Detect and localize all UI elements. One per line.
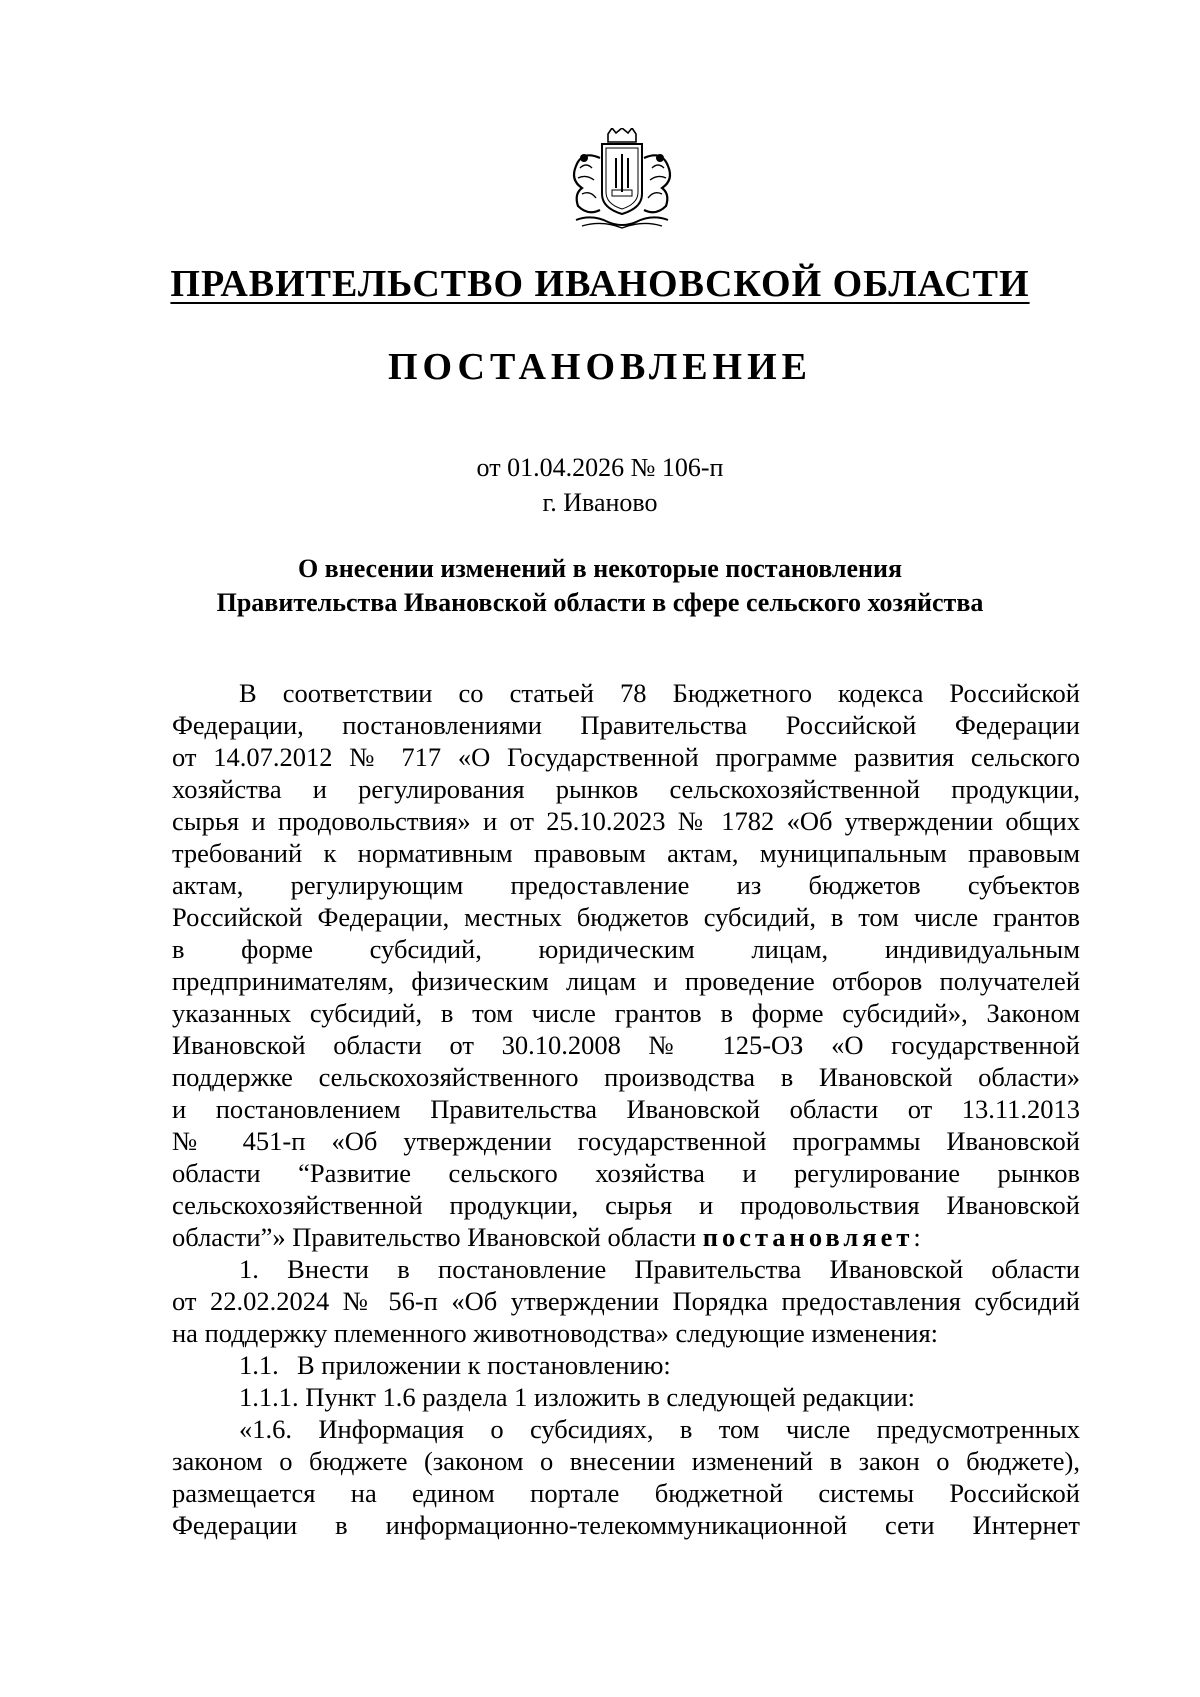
item-1-line: от 22.02.2024 № 56-п «Об утверждении Порядка предоставления субсидий [172, 1286, 1080, 1316]
body-line: Российской Федерации, местных бюджетов субсидий, в том числе грантов [172, 902, 1080, 932]
body-line-resolves [172, 1221, 1080, 1253]
body-line: поддержке сельскохозяйственного производства в Ивановской области» [172, 1062, 1080, 1092]
quote-line: размещается на едином портале бюджетной системы Российской [172, 1478, 1080, 1508]
body-line: Ивановской области от 30.10.2008 № 125-ОЗ «О государственной [172, 1030, 1080, 1060]
resolves-suffix: : [913, 1222, 921, 1252]
quote-line: «1.6. Информация о субсидиях, в том числе предусмотренных [239, 1414, 1080, 1444]
document-type: ПОСТАНОВЛЕНИЕ [387, 346, 813, 388]
item-1-1-text: В приложении к постановлению: [297, 1350, 671, 1380]
document-body [172, 677, 1080, 1541]
item-1-1 [172, 1349, 1080, 1381]
document-date-number: от 01.04.2026 № 106-п [476, 453, 724, 482]
body-line: сырья и продовольствия» и от 25.10.2023 № 1782 «Об утверждении общих [172, 806, 1080, 836]
body-line: Федерации, постановлениями Правительства Российской Федерации [172, 710, 1080, 740]
body-line: области “Развитие сельского хозяйства и регулирование рынков [172, 1158, 1080, 1188]
coat-of-arms-icon [562, 128, 682, 232]
item-1-1-number: 1.1. [239, 1350, 279, 1380]
document-subject-line-2: Правительства Ивановской области в сфере сельского хозяйства [216, 588, 984, 617]
body-line: актам, регулирующим предоставление из бюджетов субъектов [172, 870, 1080, 900]
body-line: в форме субсидий, юридическим лицам, индивидуальным [172, 934, 1080, 964]
document-city: г. Иваново [542, 488, 658, 517]
body-line: предпринимателям, физическим лицам и проведение отборов получателей [172, 966, 1080, 996]
item-1-line: 1. Внести в постановление Правительства Ивановской области [239, 1254, 1080, 1284]
body-line: требований к нормативным правовым актам, муниципальным правовым [172, 838, 1080, 868]
item-1-line: на поддержку племенного животноводства» следующие изменения: [172, 1318, 939, 1348]
body-line: В соответствии со статьей 78 Бюджетного кодекса Российской [239, 678, 1080, 708]
quote-line: законом о бюджете (законом о внесении изменений в закон о бюджете), [172, 1446, 1080, 1476]
document-subject-line-1: О внесении изменений в некоторые постановления [297, 554, 903, 583]
quote-line: Федерации в информационно-телекоммуникационной сети Интернет [172, 1510, 1080, 1540]
resolves-keyword: постановляет [702, 1222, 914, 1252]
body-line: хозяйства и регулирования рынков сельскохозяйственной продукции, [172, 774, 1080, 804]
body-line: указанных субсидий, в том числе грантов в форме субсидий», Законом [172, 998, 1080, 1028]
body-line: сельскохозяйственной продукции, сырья и продовольствия Ивановской [172, 1190, 1080, 1220]
body-line: № 451-п «Об утверждении государственной программы Ивановской [172, 1126, 1080, 1156]
resolves-prefix: области”» Правительство Ивановской области [172, 1222, 703, 1252]
item-1-1-1: 1.1.1. Пункт 1.6 раздела 1 изложить в следующей редакции: [239, 1382, 916, 1412]
body-line: от 14.07.2012 № 717 «О Государственной программе развития сельского [172, 742, 1080, 772]
organization-title: ПРАВИТЕЛЬСТВО ИВАНОВСКОЙ ОБЛАСТИ [170, 263, 1030, 305]
body-line: и постановлением Правительства Ивановской области от 13.11.2013 [172, 1094, 1080, 1124]
